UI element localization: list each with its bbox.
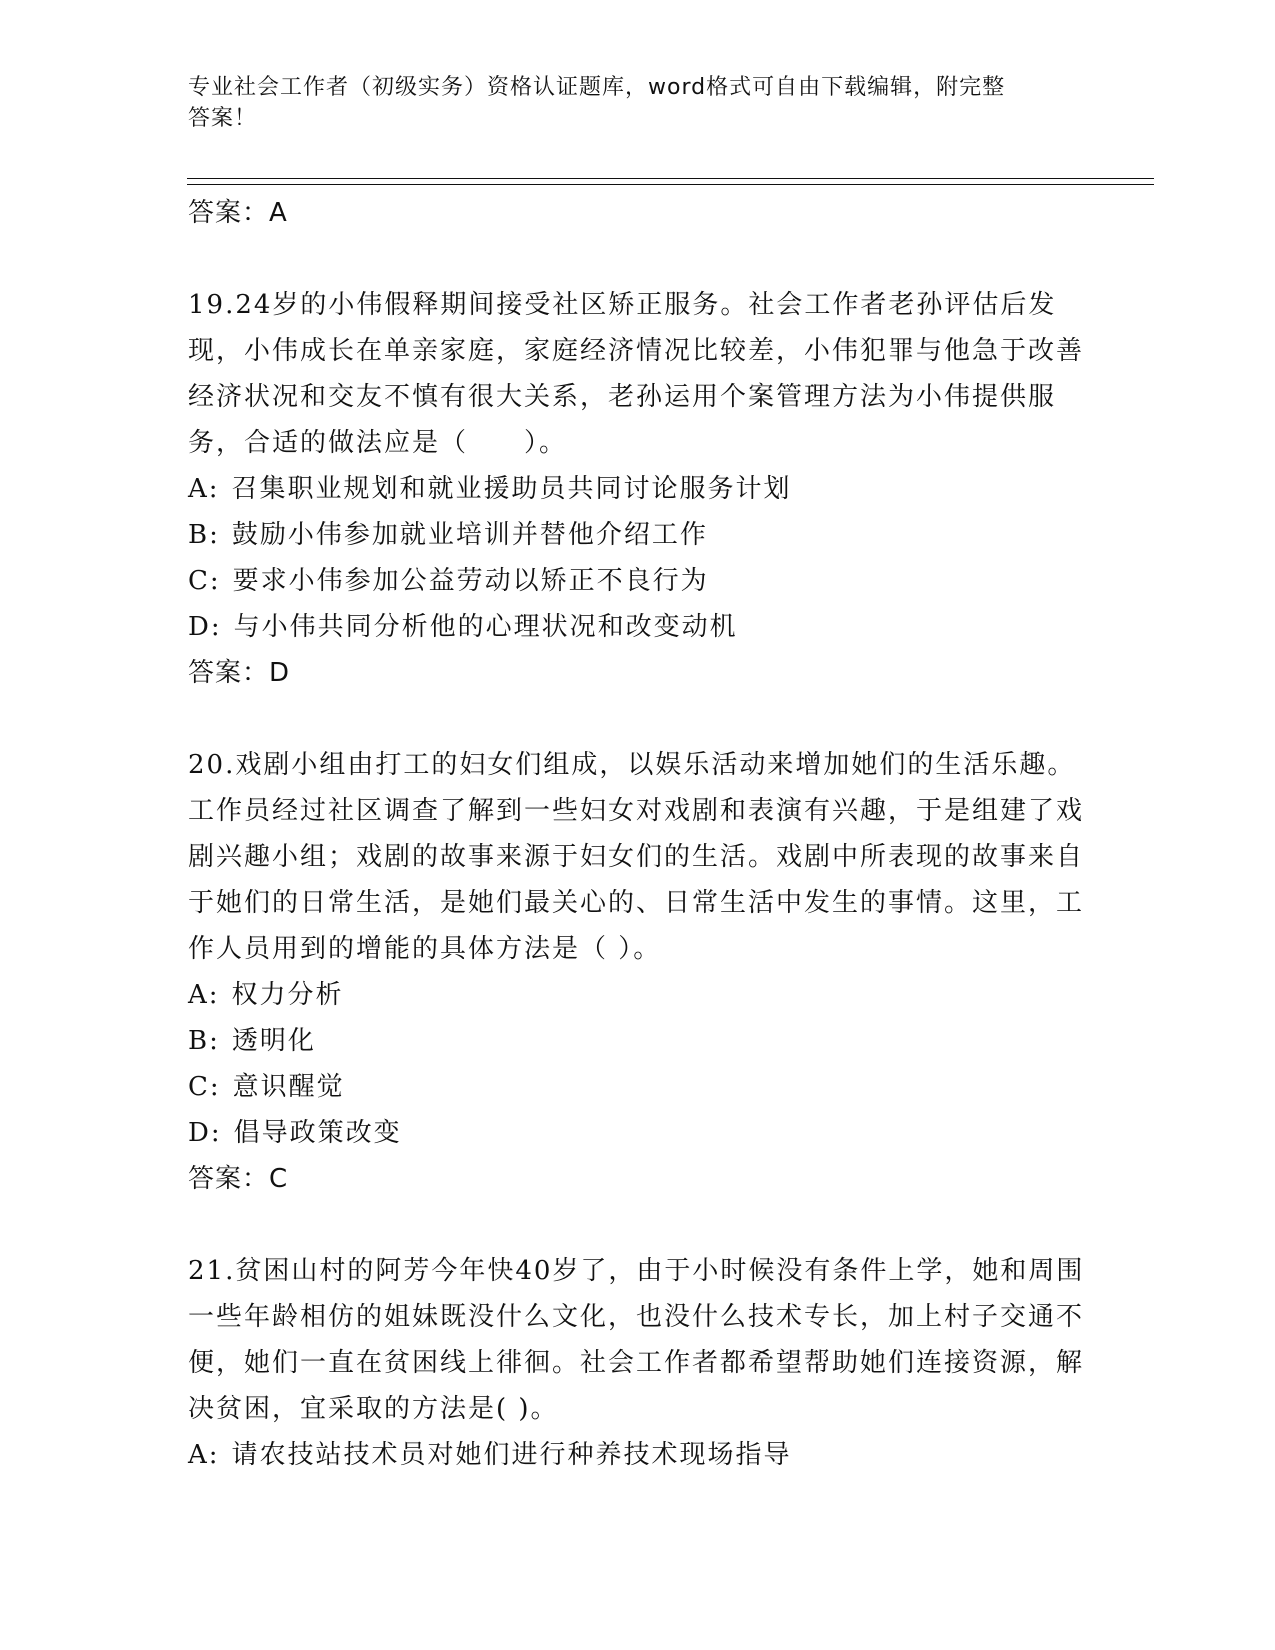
option-a	[188, 972, 1088, 1018]
option-text: 鼓励小伟参加就业培训并替他介绍工作	[231, 520, 708, 550]
option-letter: D	[188, 612, 211, 642]
option-d	[188, 1110, 1088, 1156]
option-text: 召集职业规划和就业援助员共同讨论服务计划	[231, 474, 792, 504]
option-b	[188, 512, 1088, 558]
answer-line: 答案：C	[188, 1164, 289, 1194]
header-divider	[187, 178, 1154, 185]
question-19	[188, 282, 1088, 696]
option-separator: :	[209, 1072, 221, 1102]
option-separator: :	[208, 1440, 220, 1470]
question-list	[188, 190, 1088, 1524]
option-letter: A	[188, 980, 209, 1010]
option-letter: C	[188, 1072, 210, 1102]
option-text: 与小伟共同分析他的心理状况和改变动机	[233, 612, 738, 642]
option-text: 倡导政策改变	[233, 1118, 402, 1148]
option-d	[188, 604, 1088, 650]
option-text: 要求小伟参加公益劳动以矫正不良行为	[232, 566, 709, 596]
page-header	[188, 72, 1088, 134]
option-letter: D	[188, 1118, 211, 1148]
option-a	[188, 466, 1088, 512]
option-separator: :	[210, 1118, 222, 1148]
option-separator: :	[208, 474, 220, 504]
option-text: 透明化	[231, 1026, 316, 1056]
question-text: 20.戏剧小组由打工的妇女们组成，以娱乐活动来增加她们的生活乐趣。工作员经过社区调查了解到一些妇女对戏剧和表演有兴趣，于是组建了戏剧兴趣小组；戏剧的故事来源于妇女们的生活。戏剧中所表现的故事来自于她们的日常生活，是她们最关心的、日常生活中发生的事情。这里，工作人员用到的增能的具体方法是（ ）。	[188, 750, 1085, 964]
option-separator: :	[209, 520, 220, 550]
question-20	[188, 742, 1088, 1202]
option-separator: :	[208, 980, 220, 1010]
option-letter: A	[188, 474, 209, 504]
option-text: 权力分析	[231, 980, 344, 1010]
option-letter: A	[188, 1440, 209, 1470]
option-b	[188, 1018, 1088, 1064]
question-text: 19.24岁的小伟假释期间接受社区矫正服务。社会工作者老孙评估后发现，小伟成长在单亲家庭，家庭经济情况比较差，小伟犯罪与他急于改善经济状况和交友不慎有很大关系，老孙运用个案管理方法为小伟提供服务，合适的做法应是（ ）。	[188, 290, 1085, 458]
answer-line: 答案：D	[188, 658, 291, 688]
question-text: 21.贫困山村的阿芳今年快40岁了，由于小时候没有条件上学，她和周围一些年龄相仿的姐妹既没什么文化，也没什么技术专长，加上村子交通不便，她们一直在贫困线上徘徊。社会工作者都希望帮助她们连接资源，解决贫困，宜采取的方法是( )。	[188, 1256, 1085, 1424]
question-21	[188, 1248, 1088, 1478]
option-separator: :	[210, 612, 222, 642]
option-text: 意识醒觉	[232, 1072, 345, 1102]
header-line-1: 专业社会工作者（初级实务）资格认证题库，word格式可自由下载编辑，附完整	[188, 75, 1006, 100]
option-separator: :	[209, 1026, 220, 1056]
option-letter: B	[188, 520, 210, 550]
option-separator: :	[209, 566, 221, 596]
option-a	[188, 1432, 1088, 1478]
option-c	[188, 558, 1088, 604]
option-letter: B	[188, 1026, 210, 1056]
header-line-2: 答案！	[188, 106, 258, 131]
answer-line: 答案：A	[188, 198, 288, 228]
option-text: 请农技站技术员对她们进行种养技术现场指导	[231, 1440, 792, 1470]
option-c	[188, 1064, 1088, 1110]
option-letter: C	[188, 566, 210, 596]
